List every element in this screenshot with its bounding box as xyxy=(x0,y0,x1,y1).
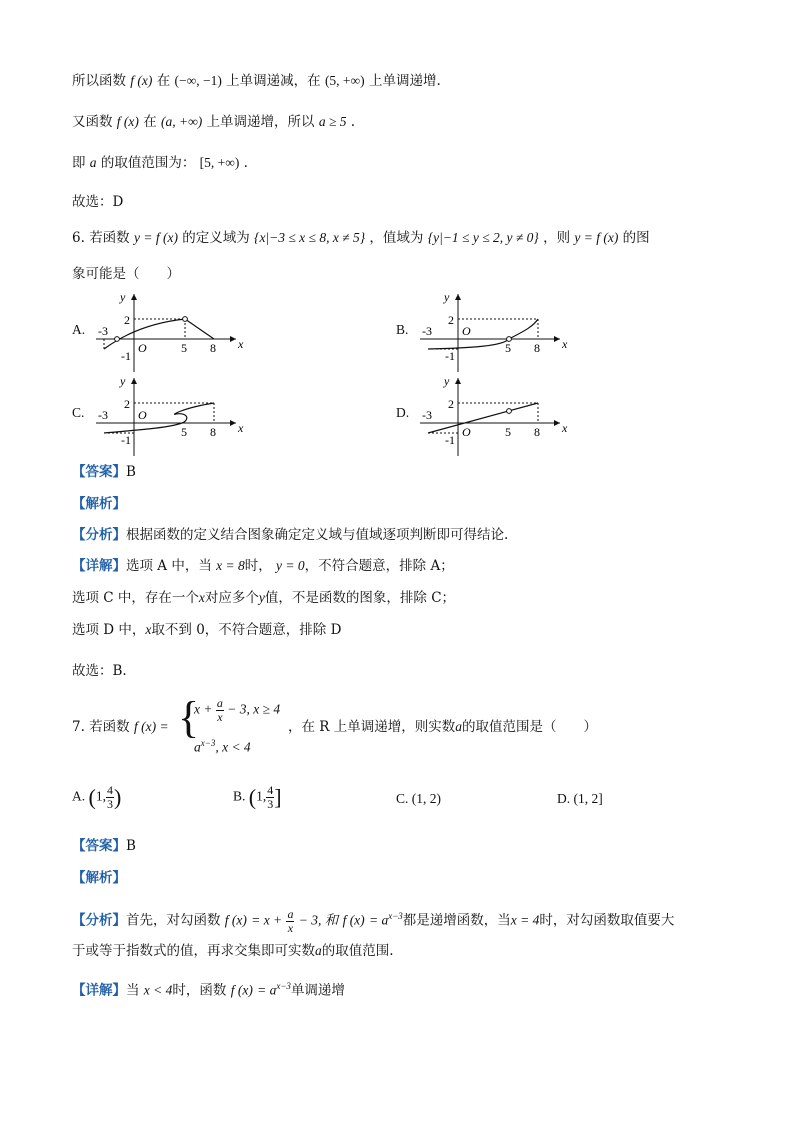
math-interval: (5, +∞) xyxy=(324,73,365,88)
paren: ) xyxy=(113,784,122,810)
graph-d xyxy=(412,372,572,458)
denominator: 3 xyxy=(267,797,274,811)
math: = x + xyxy=(251,912,283,928)
graph-c-label: C. xyxy=(72,405,85,420)
q6-choose xyxy=(72,661,127,681)
math-interval: (−∞, −1) xyxy=(174,73,222,88)
math-var: a xyxy=(315,943,322,958)
tick-label: -1 xyxy=(445,349,455,363)
piecewise-brace: { xyxy=(178,693,200,742)
y-arrow-icon xyxy=(455,294,461,300)
math-fx: f (x) xyxy=(224,912,247,928)
numerator: a xyxy=(216,696,223,710)
denominator: x xyxy=(287,920,294,935)
text: 即 xyxy=(72,155,86,171)
q7-detail-1 xyxy=(72,976,345,1001)
text: 故选：B. xyxy=(72,663,127,679)
origin-label: O xyxy=(462,425,471,439)
numerator: a xyxy=(287,906,294,921)
fraction xyxy=(216,697,224,724)
text: 选项 C 中，存在一个 xyxy=(72,590,199,606)
math: − 3, 和 xyxy=(298,912,339,928)
math-fx: f (x) xyxy=(130,73,153,88)
text: ，则 xyxy=(543,230,571,246)
tick-label: -3 xyxy=(98,408,108,422)
text: 值，不是函数的图象，排除 C； xyxy=(264,590,456,606)
answer-tag: 【答案】 xyxy=(72,838,126,854)
q7-fenxi-2 xyxy=(72,941,394,961)
text: 的取值范围是（ ） xyxy=(462,719,597,735)
tick-label: 2 xyxy=(124,397,130,411)
question-number: 6. xyxy=(72,230,85,246)
tick-label: 2 xyxy=(124,313,130,327)
text: 的取值范围. xyxy=(321,943,394,959)
text: 于或等于指数式的值，再求交集即可实数 xyxy=(72,943,315,959)
text: 所以函数 xyxy=(72,73,126,89)
label-y: y xyxy=(120,374,126,388)
origin-label: O xyxy=(462,324,471,338)
text: 的图 xyxy=(622,230,650,246)
q6-jiexi xyxy=(72,494,126,514)
q6-answer xyxy=(72,462,136,482)
segment xyxy=(428,403,538,433)
math-fx: f (x) xyxy=(342,912,365,928)
tick-label: 5 xyxy=(181,341,187,355)
text: 取不到 0，不符合题意，排除 D xyxy=(151,622,342,638)
math-function: y = f (x) xyxy=(133,230,178,245)
tick-label: 5 xyxy=(505,341,511,355)
tick-label: -1 xyxy=(121,433,131,447)
label-y: y xyxy=(444,290,450,304)
text-line-4 xyxy=(72,192,123,212)
analysis-tag: 【解析】 xyxy=(72,496,126,512)
math: y xyxy=(258,590,265,605)
graph-b xyxy=(412,288,572,374)
x-arrow-icon xyxy=(554,420,560,426)
piecewise-case-2 xyxy=(194,738,251,756)
option-label: B. xyxy=(233,788,246,804)
q6-detail-3 xyxy=(72,620,341,640)
math: x = 8 xyxy=(216,558,245,573)
option-value: (1, 2) xyxy=(411,791,442,806)
text: 象可能是（ ） xyxy=(72,266,180,282)
q6-detail-1 xyxy=(72,556,454,576)
math-fx: f (x) xyxy=(116,114,139,129)
math: 1, xyxy=(95,788,106,804)
graph-c xyxy=(88,372,248,458)
tick-label: 5 xyxy=(181,425,187,439)
math-range: {y|−1 ≤ y ≤ 2, y ≠ 0} xyxy=(427,230,539,245)
math: x xyxy=(198,590,205,605)
exponent: x−3 xyxy=(388,911,403,921)
math-var: a xyxy=(455,719,462,734)
math-var: a xyxy=(89,155,97,170)
label-x: x xyxy=(238,337,244,351)
text: 的取值范围为： xyxy=(100,155,196,171)
graph-d-label: D. xyxy=(396,405,410,420)
q6-detail-2 xyxy=(72,588,455,608)
answer-tag: 【答案】 xyxy=(72,464,126,480)
math: = a xyxy=(257,982,277,998)
fraction xyxy=(106,784,114,811)
tick-label: -3 xyxy=(98,324,108,338)
text: ，值域为 xyxy=(369,230,424,246)
text: ，在 R 上单调递增，则实数 xyxy=(288,719,456,735)
tick-label: 8 xyxy=(534,425,540,439)
y-arrow-icon xyxy=(131,294,137,300)
tick-label: 8 xyxy=(210,341,216,355)
option-c[interactable] xyxy=(396,791,441,807)
math: = xyxy=(160,719,169,734)
analysis-tag: 【解析】 xyxy=(72,870,126,886)
tick-label: -3 xyxy=(422,324,432,338)
answer-value: B xyxy=(126,464,136,480)
open-point xyxy=(115,337,120,342)
option-d[interactable] xyxy=(557,791,603,807)
open-point xyxy=(507,409,512,414)
label-x: x xyxy=(562,337,568,351)
denominator: x xyxy=(217,710,223,724)
fenxi-tag: 【分析】 xyxy=(72,912,126,929)
text: 上单调递增，所以 xyxy=(206,114,315,130)
y-arrow-icon xyxy=(131,378,137,384)
question-6-stem-2 xyxy=(72,264,180,284)
text: 上单调递增. xyxy=(368,73,441,89)
text: 若函数 xyxy=(89,230,130,246)
option-b[interactable] xyxy=(233,784,282,811)
text: 又函数 xyxy=(72,114,113,130)
math: x + xyxy=(194,701,213,717)
math-domain: {x|−3 ≤ x ≤ 8, x ≠ 5} xyxy=(254,230,366,245)
option-a[interactable] xyxy=(72,784,121,811)
math: , x < 4 xyxy=(215,739,251,755)
xiangjie-tag: 【详解】 xyxy=(72,558,126,574)
text: 时， xyxy=(244,558,272,574)
option-value: (1, 2] xyxy=(573,791,603,806)
math-inequality: a ≥ 5 xyxy=(318,114,347,129)
fraction xyxy=(286,908,294,935)
curve xyxy=(104,403,214,433)
y-arrow-icon xyxy=(455,378,461,384)
q7-answer xyxy=(72,836,136,856)
exponent: x−3 xyxy=(200,738,216,748)
text: 单调递增 xyxy=(290,982,345,999)
text: 在 xyxy=(143,114,157,130)
tick-label: 8 xyxy=(210,425,216,439)
text: . xyxy=(243,155,248,171)
text: . xyxy=(350,114,356,130)
label-x: x xyxy=(562,421,568,435)
question-7-stem-tail xyxy=(288,717,597,737)
x-arrow-icon xyxy=(554,336,560,342)
math-function: y = f (x) xyxy=(574,230,619,245)
question-6-stem xyxy=(72,228,650,248)
option-label: C. xyxy=(396,791,409,806)
x-arrow-icon xyxy=(230,420,236,426)
text-line-3 xyxy=(72,153,248,173)
exponent: x−3 xyxy=(276,981,291,991)
origin-label: O xyxy=(138,341,147,355)
xiangjie-tag: 【详解】 xyxy=(72,982,126,999)
origin-label: O xyxy=(138,408,147,422)
text: 的定义域为 xyxy=(182,230,250,246)
text: 都是递增函数，当 xyxy=(402,912,511,929)
math: x = 4 xyxy=(510,912,540,928)
open-point xyxy=(183,317,188,322)
fenxi-tag: 【分析】 xyxy=(72,527,126,543)
label-y: y xyxy=(444,374,450,388)
tick-label: 8 xyxy=(534,341,540,355)
graph-b-label: B. xyxy=(396,322,409,337)
paren: ( xyxy=(248,784,257,810)
graph-a-label: A. xyxy=(72,322,86,337)
text: 时，函数 xyxy=(172,982,227,999)
text: 在 xyxy=(156,73,171,89)
text: 选项 D 中， xyxy=(72,622,146,638)
text-line-1 xyxy=(72,71,441,91)
option-label: D. xyxy=(557,791,571,806)
math: y = 0 xyxy=(276,558,305,573)
tick-label: -1 xyxy=(121,349,131,363)
paren: ( xyxy=(88,784,96,810)
text: 时，对勾函数取值要大 xyxy=(539,912,675,929)
label-x: x xyxy=(238,421,244,435)
math: x xyxy=(145,622,152,637)
text-line-2 xyxy=(72,112,355,132)
math: a xyxy=(194,739,201,755)
tick-label: 5 xyxy=(505,425,511,439)
tick-label: 2 xyxy=(448,397,454,411)
numerator: 4 xyxy=(267,783,274,797)
math: x < 4 xyxy=(143,982,173,998)
math-interval: (a, +∞) xyxy=(161,114,203,129)
text: 对应多个 xyxy=(204,590,259,606)
text: 当 xyxy=(126,982,140,999)
graph-a xyxy=(88,288,248,374)
math-interval: [5, +∞) xyxy=(199,155,240,170)
text: 若函数 xyxy=(89,719,130,735)
text: 首先，对勾函数 xyxy=(126,912,221,929)
answer-value: B xyxy=(126,838,136,854)
q7-fenxi-1 xyxy=(72,906,674,935)
math: 1, xyxy=(256,788,267,804)
option-label: A. xyxy=(72,788,86,804)
math-fx: f (x) xyxy=(230,982,253,998)
x-arrow-icon xyxy=(230,336,236,342)
text: ，不符合题意，排除 A； xyxy=(304,558,454,574)
text: 故选：D xyxy=(72,194,124,210)
tick-label: -3 xyxy=(422,408,432,422)
curve xyxy=(428,319,538,349)
paren: ] xyxy=(274,784,282,810)
math-fx: f (x) xyxy=(133,719,157,734)
q6-fenxi xyxy=(72,525,508,545)
text: 上单调递减，在 xyxy=(226,73,321,89)
tick-label: -1 xyxy=(445,433,455,447)
piecewise-case-1 xyxy=(194,697,280,724)
segment xyxy=(185,319,214,339)
label-y: y xyxy=(120,290,126,304)
tick-label: 2 xyxy=(448,313,454,327)
question-7-stem xyxy=(72,717,168,737)
math: − 3, x ≥ 4 xyxy=(227,701,281,717)
denominator: 3 xyxy=(106,797,113,811)
text: 选项 A 中，当 xyxy=(126,558,212,574)
numerator: 4 xyxy=(106,783,113,797)
question-number: 7. xyxy=(72,719,85,735)
q7-jiexi xyxy=(72,868,126,888)
text: 根据函数的定义结合图象确定定义域与值域逐项判断即可得结论. xyxy=(126,527,509,543)
math: = a xyxy=(368,912,389,928)
